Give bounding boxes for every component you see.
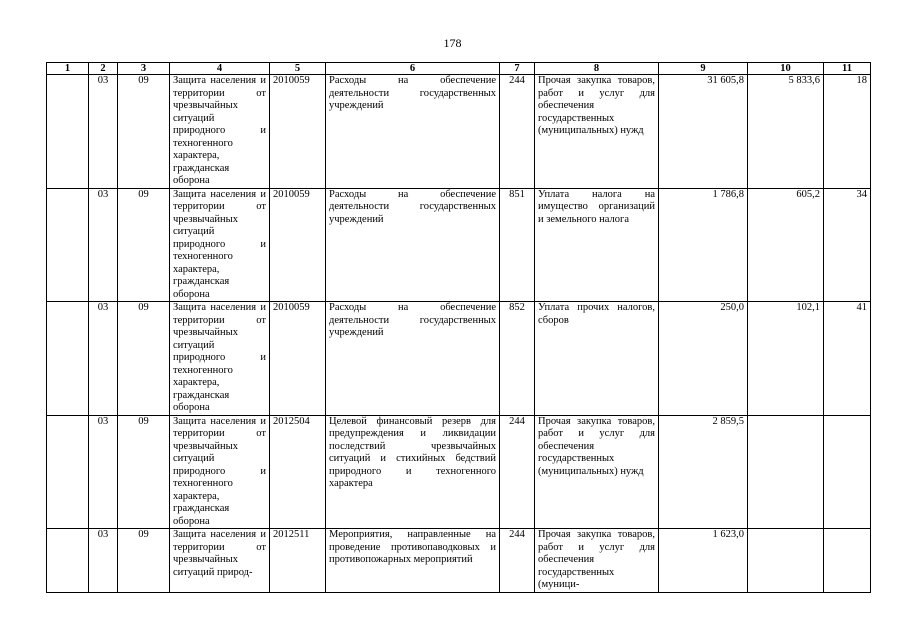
table-cell: 03 xyxy=(89,302,118,416)
table-cell: 18 xyxy=(824,75,871,189)
table-cell: 852 xyxy=(500,302,535,416)
table-row xyxy=(47,415,871,529)
table-cell: Расходы на обеспечение деятельности государственных учреждений xyxy=(326,302,500,416)
table-cell: Уплата прочих налогов, сборов xyxy=(535,302,659,416)
column-header: 3 xyxy=(118,63,170,75)
table-cell: 2010059 xyxy=(270,188,326,302)
table-cell xyxy=(47,415,89,529)
table-cell xyxy=(47,529,89,593)
table-cell: Защита населения и территории от чрезвычайных ситуаций природ- xyxy=(170,529,270,593)
table-cell: Прочая закупка товаров, работ и услуг для обеспечения государственных (муниципальных) нужд xyxy=(535,75,659,189)
table-cell: 31 605,8 xyxy=(659,75,748,189)
table-cell: 09 xyxy=(118,529,170,593)
column-header: 2 xyxy=(89,63,118,75)
table-cell: Защита населения и территории от чрезвычайных ситуаций природного и техногенного характера, гражданская оборона xyxy=(170,188,270,302)
column-header: 6 xyxy=(326,63,500,75)
table-cell: 03 xyxy=(89,188,118,302)
table-cell: 2010059 xyxy=(270,302,326,416)
table-cell: 03 xyxy=(89,415,118,529)
table-cell: Мероприятия, направленные на проведение противопаводковых и противопожарных мероприятий xyxy=(326,529,500,593)
page-number: 178 xyxy=(443,36,462,50)
table-cell: 605,2 xyxy=(748,188,824,302)
table-cell: 09 xyxy=(118,75,170,189)
table-cell: Уплата налога на имущество организаций и земельного налога xyxy=(535,188,659,302)
table-cell xyxy=(748,415,824,529)
table-cell: 244 xyxy=(500,415,535,529)
table-cell: Защита населения и территории от чрезвычайных ситуаций природного и техногенного характера, гражданская оборона xyxy=(170,75,270,189)
table-cell: Защита населения и территории от чрезвычайных ситуаций природного и техногенного характера, гражданская оборона xyxy=(170,415,270,529)
table-cell: 34 xyxy=(824,188,871,302)
table-cell: 2012511 xyxy=(270,529,326,593)
column-header: 1 xyxy=(47,63,89,75)
table-cell xyxy=(824,415,871,529)
table-cell xyxy=(824,529,871,593)
table-cell xyxy=(47,75,89,189)
table-cell: Целевой финансовый резерв для предупреждения и ликвидации последствий чрезвычайных ситуаций и стихийных бедствий природного и техногенного характера xyxy=(326,415,500,529)
table-cell: 2 859,5 xyxy=(659,415,748,529)
table-row xyxy=(47,302,871,416)
table-cell: 09 xyxy=(118,415,170,529)
table-cell xyxy=(47,302,89,416)
table-cell: 244 xyxy=(500,75,535,189)
table-cell: 2010059 xyxy=(270,75,326,189)
table-cell: 03 xyxy=(89,75,118,189)
table-cell: 244 xyxy=(500,529,535,593)
column-header: 7 xyxy=(500,63,535,75)
table-cell: 5 833,6 xyxy=(748,75,824,189)
table-cell: 2012504 xyxy=(270,415,326,529)
table-cell: 09 xyxy=(118,302,170,416)
table-cell: Расходы на обеспечение деятельности государственных учреждений xyxy=(326,75,500,189)
table-cell: 102,1 xyxy=(748,302,824,416)
column-header: 10 xyxy=(748,63,824,75)
column-header: 8 xyxy=(535,63,659,75)
table-cell: 250,0 xyxy=(659,302,748,416)
header-row xyxy=(47,63,871,75)
table-cell: 09 xyxy=(118,188,170,302)
table-cell: Расходы на обеспечение деятельности государственных учреждений xyxy=(326,188,500,302)
table-cell: 1 786,8 xyxy=(659,188,748,302)
table-cell xyxy=(47,188,89,302)
table-cell: Защита населения и территории от чрезвычайных ситуаций природного и техногенного характера, гражданская оборона xyxy=(170,302,270,416)
table-cell: 1 623,0 xyxy=(659,529,748,593)
table-row xyxy=(47,188,871,302)
table-cell: Прочая закупка товаров, работ и услуг для обеспечения государственных (муниципальных) нужд xyxy=(535,415,659,529)
table-cell: 41 xyxy=(824,302,871,416)
column-header: 11 xyxy=(824,63,871,75)
column-header: 9 xyxy=(659,63,748,75)
table-cell: 03 xyxy=(89,529,118,593)
table-row xyxy=(47,529,871,593)
column-header: 5 xyxy=(270,63,326,75)
table-cell: Прочая закупка товаров, работ и услуг для обеспечения государственных (муници- xyxy=(535,529,659,593)
table-cell xyxy=(748,529,824,593)
budget-table xyxy=(46,62,871,593)
table-cell: 851 xyxy=(500,188,535,302)
column-header: 4 xyxy=(170,63,270,75)
table-row xyxy=(47,75,871,189)
